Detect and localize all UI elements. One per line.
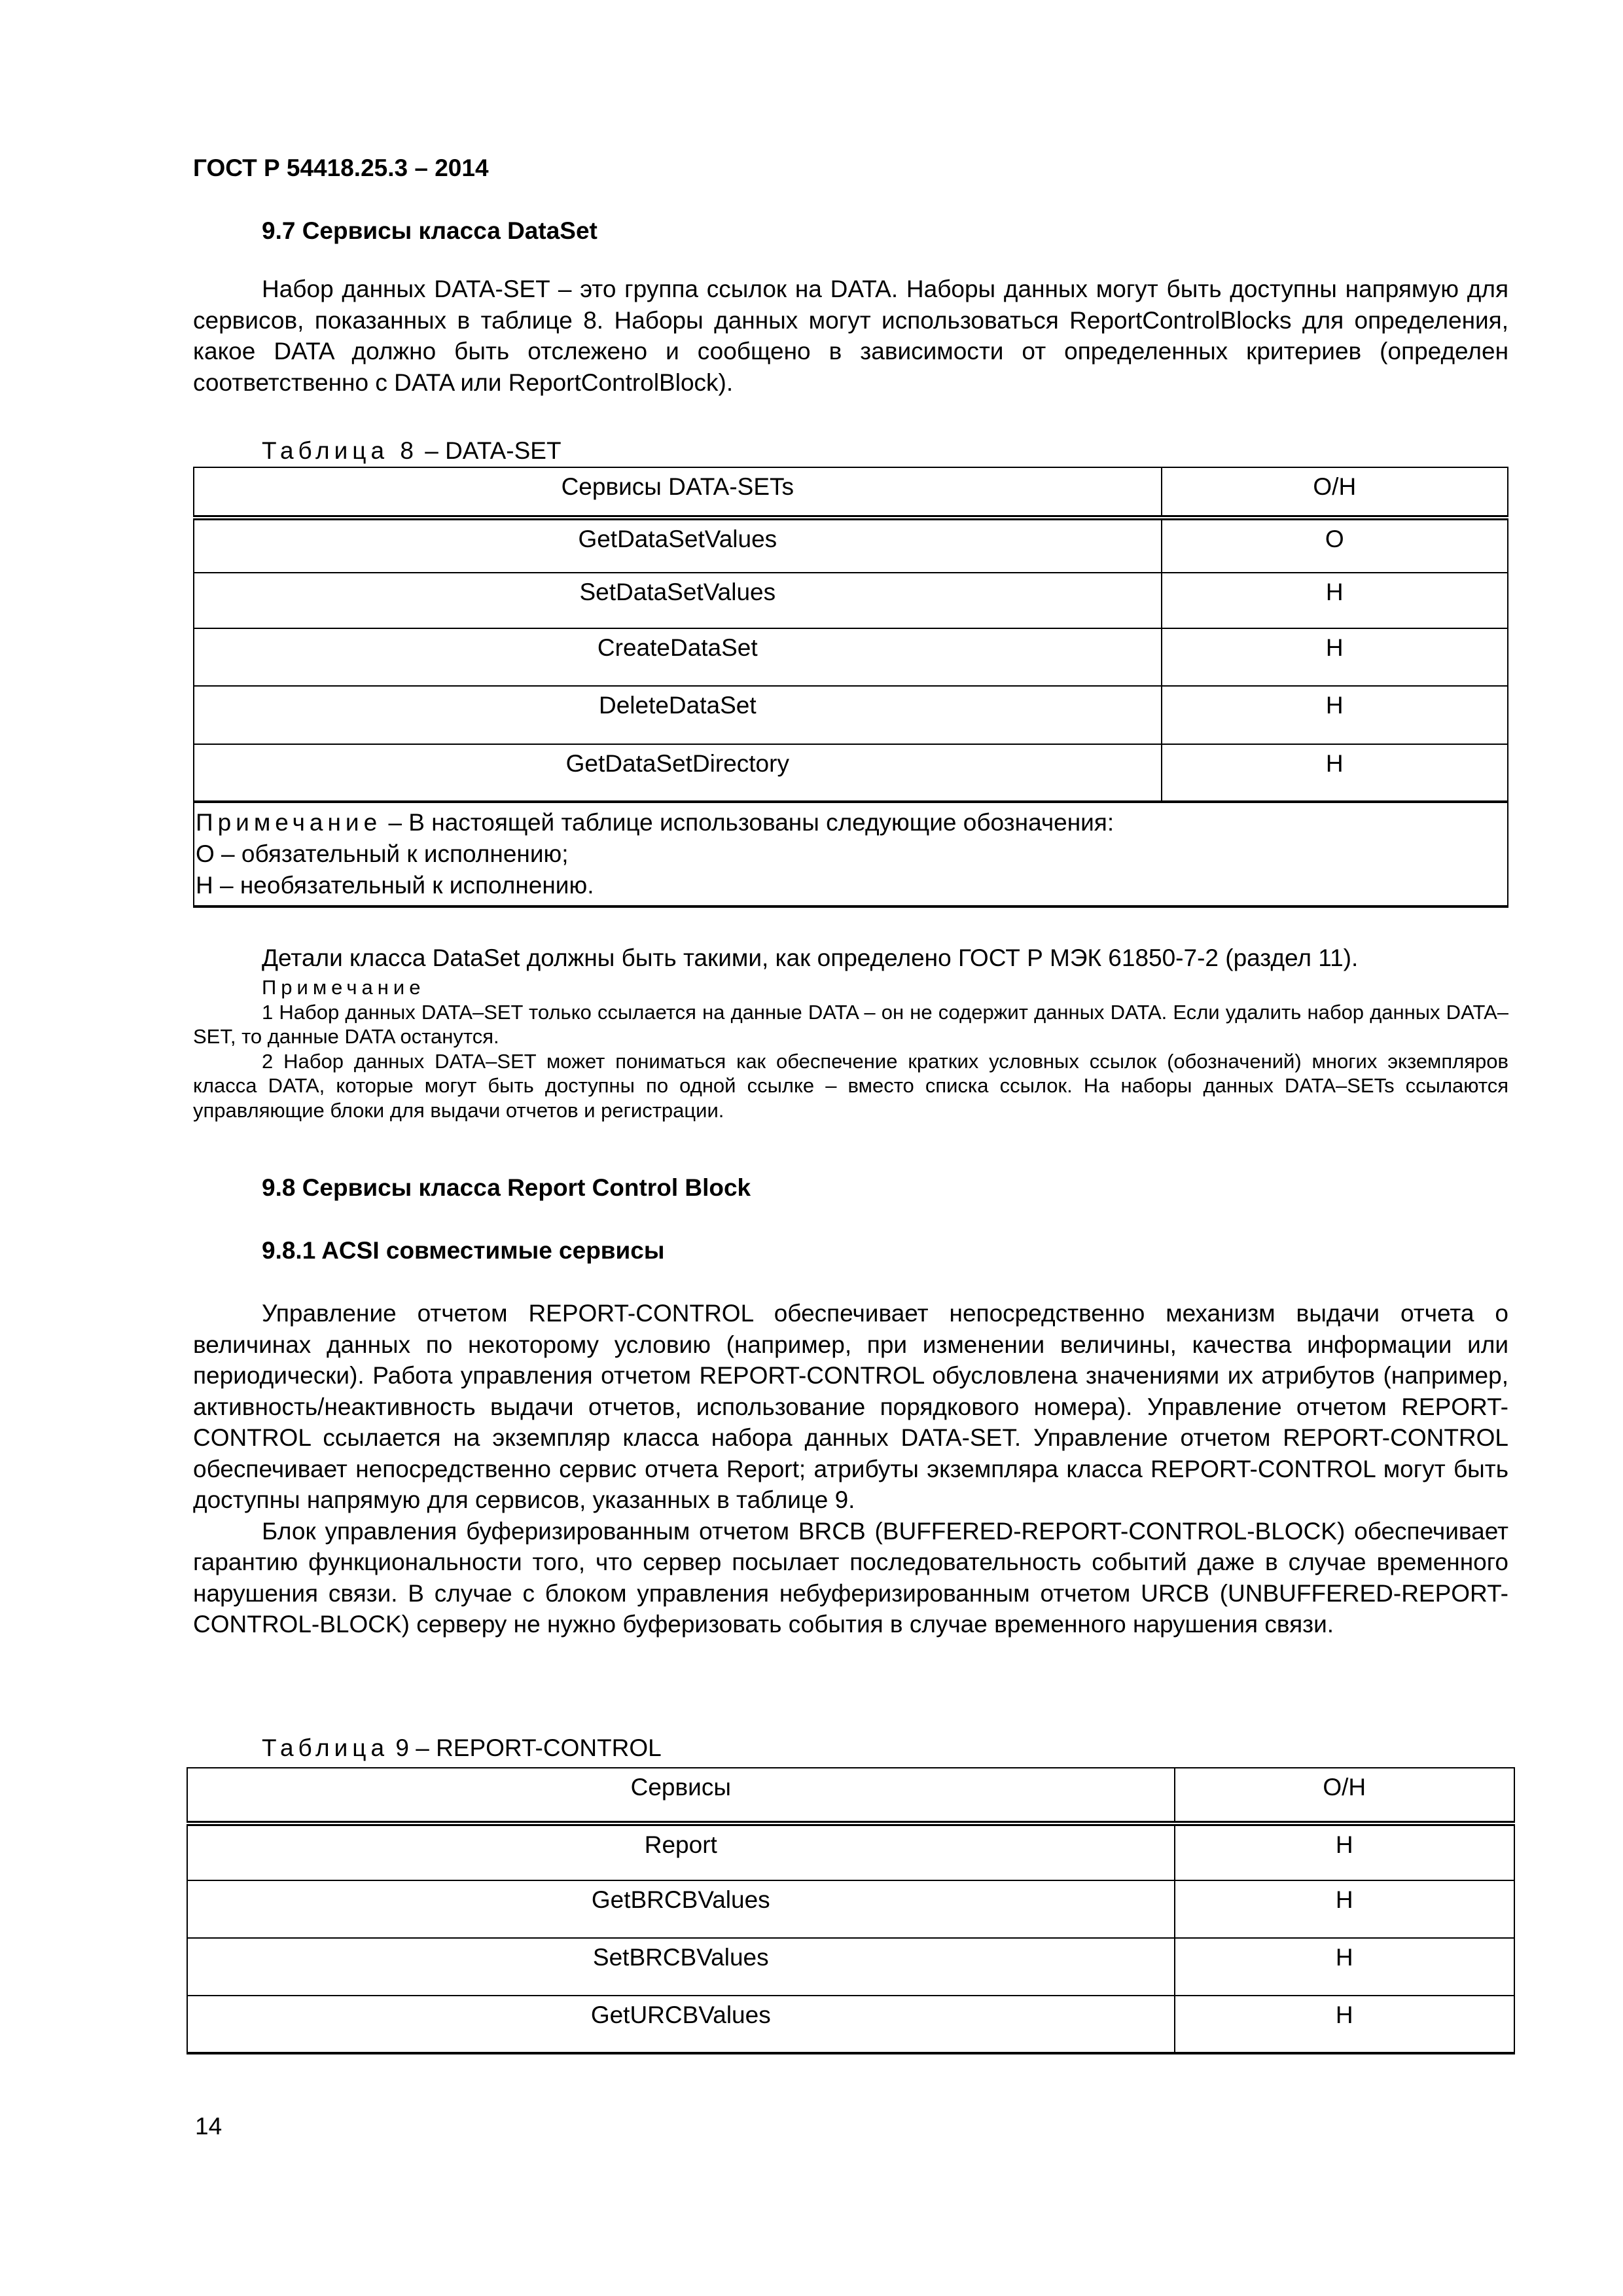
table-row	[194, 744, 1508, 802]
note-item: 1 Набор данных DATA–SET только ссылается на данные DATA – он не содержит данных DATA. Если удалить набор данных DATA–SET, то данные DATA останутся.	[193, 1000, 1508, 1048]
table-row	[194, 518, 1508, 573]
service-status: Н	[1162, 573, 1508, 628]
table-row	[194, 686, 1508, 744]
table-header-row	[187, 1768, 1514, 1823]
notes-block	[193, 975, 1508, 1122]
service-name: GetDataSetDirectory	[194, 744, 1162, 802]
service-name: SetBRCBValues	[187, 1938, 1175, 1996]
table-row	[187, 1880, 1514, 1938]
note-item: 2 Набор данных DATA–SET может пониматься как обеспечение кратких условных ссылок (обозначений) многих экземпляров класса DATA, которые могут быть доступны по одной ссылке – вместо списка ссылок. На наборы данных DATA–SETs ссылаются управляющие блоки для выдачи отчетов и регистрации.	[193, 1049, 1508, 1122]
body-paragraph: Блок управления буферизированным отчетом BRCB (BUFFERED-REPORT-CONTROL-BLOCK) обеспечивает гарантию функциональности того, что сервер посылает последовательность событий даже в случае временного нарушения связи. В случае с блоком управления небуферизированным отчетом URCB (UNBUFFERED-REPORT-CONTROL-BLOCK) серверу не нужно буферизовать события в случае временного нарушения связи.	[193, 1517, 1508, 1638]
service-status: О	[1162, 518, 1508, 573]
table-8-caption	[262, 437, 562, 465]
column-header-mandatory: О/Н	[1175, 1768, 1514, 1823]
section-9-8-heading: 9.8 Сервисы класса Report Control Block	[262, 1174, 751, 1201]
service-name: SetDataSetValues	[194, 573, 1162, 628]
section-9-7-heading: 9.7 Сервисы класса DataSet	[262, 217, 597, 244]
table-row	[194, 573, 1508, 628]
table-note	[194, 802, 1508, 906]
service-status: Н	[1162, 686, 1508, 744]
table-row	[187, 1996, 1514, 2053]
document-code-header: ГОСТ Р 54418.25.3 – 2014	[193, 154, 489, 181]
caption-title: – DATA-SET	[418, 437, 562, 464]
caption-prefix: Таблица	[262, 1734, 389, 1761]
column-header-mandatory: О/Н	[1162, 467, 1508, 518]
note-text: – В настоящей таблице использованы следующие обозначения:	[382, 809, 1115, 836]
table-9-caption	[262, 1734, 662, 1762]
column-header-services: Сервисы	[187, 1768, 1175, 1823]
service-name: GetBRCBValues	[187, 1880, 1175, 1938]
column-header-services: Сервисы DATA-SETs	[194, 467, 1162, 518]
notes-label-text: Примечание	[262, 976, 425, 999]
section-9-8-1-heading: 9.8.1 ACSI совместимые сервисы	[262, 1237, 665, 1264]
table-9-report-control	[187, 1767, 1515, 2054]
notes-label	[193, 975, 1508, 1000]
service-name: CreateDataSet	[194, 628, 1162, 686]
caption-prefix: Таблица 8	[262, 437, 418, 464]
service-status: Н	[1162, 628, 1508, 686]
body-paragraph: Набор данных DATA-SET – это группа ссылок на DATA. Наборы данных могут быть доступны напрямую для сервисов, показанных в таблице 8. Наборы данных могут использоваться ReportControlBlocks для определения, какое DATA должно быть отслежено и сообщено в зависимости от определенных критериев (определен соответственно с DATA или ReportControlBlock).	[193, 276, 1508, 396]
details-paragraph	[193, 942, 1508, 974]
section-9-7-paragraph	[193, 274, 1508, 398]
service-status: Н	[1175, 1996, 1514, 2053]
note-line: О – обязательный к исполнению;	[196, 840, 569, 867]
service-status: Н	[1175, 1938, 1514, 1996]
body-paragraph: Управление отчетом REPORT-CONTROL обеспечивает непосредственно механизм выдачи отчета о величинах данных по некоторому условию (например, при изменении величины, качества информации или периодически). Работа управления отчетом REPORT-CONTROL обусловлена значениями их атрибутов (например, активность/неактивность выдачи отчетов, использование порядкового номера). Управление отчетом REPORT-CONTROL ссылается на экземпляр класса набора данных DATA-SET. Управление отчетом REPORT-CONTROL обеспечивает непосредственно сервис отчета Report; атрибуты экземпляра класса REPORT-CONTROL могут быть доступны напрямую для сервисов, указанных в таблице 9.	[193, 1300, 1508, 1513]
service-name: GetDataSetValues	[194, 518, 1162, 573]
table-row	[194, 628, 1508, 686]
note-label: Примечание	[196, 809, 382, 836]
service-status: Н	[1162, 744, 1508, 802]
table-row	[187, 1823, 1514, 1880]
table-note-row	[194, 802, 1508, 906]
caption-title: 9 – REPORT-CONTROL	[389, 1734, 662, 1761]
table-header-row	[194, 467, 1508, 518]
service-name: GetURCBValues	[187, 1996, 1175, 2053]
section-9-8-paragraphs	[193, 1298, 1508, 1640]
service-status: Н	[1175, 1880, 1514, 1938]
service-status: Н	[1175, 1823, 1514, 1880]
details-text: Детали класса DataSet должны быть такими, как определено ГОСТ Р МЭК 61850-7-2 (раздел 11).	[262, 944, 1359, 971]
note-line: Н – необязательный к исполнению.	[196, 872, 594, 899]
page-number: 14	[195, 2113, 223, 2140]
table-row	[187, 1938, 1514, 1996]
table-8-data-set	[193, 467, 1508, 908]
service-name: DeleteDataSet	[194, 686, 1162, 744]
service-name: Report	[187, 1823, 1175, 1880]
